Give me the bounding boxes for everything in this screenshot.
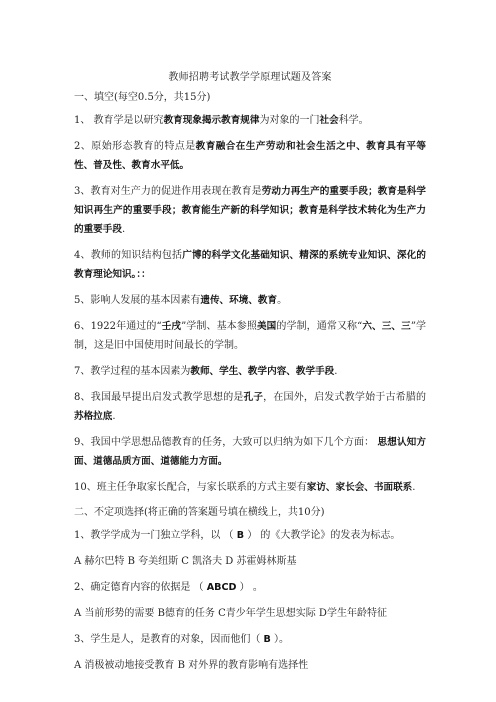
question-text: 班主任争取家长配合，与家长联系的方式主要有 [96, 482, 307, 493]
answer-text: 孔子 [243, 392, 264, 403]
answer-text: 劳动力再生产的重要手段；教育是科学知识再生产的重要手段；教育能生产新的科学知识；教育是科学技术转化为生产力的重要手段 [74, 186, 427, 235]
answer-text: 教育融合在生产劳动和社会生活之中、教育具有平等性、普及性、教育水平低。 [74, 141, 426, 171]
question-text: ”学制、基本参照 [181, 321, 257, 332]
answer-text: 广博的科学文化基础知识、精深的系统专业知识、深化的教育理论知识。：： [74, 250, 427, 280]
question-text: 我国中学思想品德教育的任务，大致可以归纳为如下几个方面： [90, 437, 378, 448]
answer-text: 苏格拉底 [74, 411, 113, 422]
answer-text: B [236, 530, 245, 541]
fill-item-1 [74, 111, 426, 130]
item-number: 10、 [74, 482, 97, 493]
item-number: 2、 [74, 141, 92, 152]
question-text: ）。 [270, 634, 290, 645]
question-text: ”学制，这是旧中国使用时间最长的学制。 [74, 321, 427, 351]
fill-item-8 [74, 388, 426, 426]
item-number: 8、 [74, 392, 91, 403]
choice-options-3: A 消极被动地接受教育 B 对外界的教育影响有选择性 [74, 660, 309, 671]
question-text: . [412, 482, 416, 493]
answer-text: 教师、学生、教学内容、教学手段 [190, 366, 335, 377]
fill-item-6 [74, 317, 426, 355]
answer-text: 社会 [319, 115, 339, 126]
choice-options-1: A 赫尔巴特 B 夸美纽斯 C 凯洛夫 D 苏霍姆林斯基 [74, 556, 297, 567]
answer-text: 家访、家长会、书面联系 [306, 482, 413, 493]
item-number: 5、 [74, 295, 91, 306]
choice-question-1 [74, 526, 426, 545]
question-text: 原始形态教育的特点是 [91, 141, 196, 152]
question-text: 教师的知识结构包括 [90, 250, 183, 261]
question-text: 教育学是以研究 [90, 115, 164, 126]
answer-text: 美国 [256, 321, 277, 332]
answer-text: 壬戌 [161, 321, 182, 332]
question-text: 科学。 [338, 115, 369, 126]
question-text: ） 。 [236, 582, 263, 593]
question-text: 。 [277, 295, 288, 306]
question-text: 我国最早提出启发式教学思想的是 [90, 392, 244, 403]
choice-question-3 [74, 630, 426, 649]
question-text: 的学制，通常又称“ [276, 321, 363, 332]
answer-text: ABCD [206, 582, 237, 593]
question-text: . [121, 224, 126, 235]
document-title: 教师招聘考试教学学原理试题及答案 [168, 72, 332, 83]
question-text: 1、教学学成为一门独立学科，以 （ [74, 530, 237, 541]
choice-question-2 [74, 578, 426, 597]
fill-item-5 [74, 291, 426, 310]
fill-item-9 [74, 433, 426, 471]
question-text: 为对象的一门 [259, 115, 320, 126]
question-text: ，在国外，启发式教学始于古希腊的 [263, 392, 427, 403]
fill-item-3 [74, 182, 426, 239]
item-number: 9、 [74, 437, 91, 448]
question-text: 教学过程的基本因素为 [90, 366, 191, 377]
question-text: 影响人发展的基本因素有 [90, 295, 201, 306]
choice-options-2: A 当前形势的需要 B德育的任务 C青少年学生思想实际 D学生年龄特征 [74, 608, 387, 619]
item-number: 3、 [74, 186, 91, 197]
section-heading-choice: 二、不定项选择(将正确的答案题号填在横线上，共10分) [74, 507, 325, 518]
item-number: 1、 [74, 115, 91, 126]
question-text: . [334, 366, 338, 377]
answer-text: 遗传、环境、教育 [200, 295, 278, 306]
item-number: 7、 [74, 366, 91, 377]
item-number: 4、 [74, 250, 91, 261]
answer-text: 思想认知方面、道德品质方面、道德能力方面。 [74, 437, 426, 467]
section-heading-fill: 一、填空(每空0.5分，共15分) [74, 92, 211, 103]
answer-text: 教育现象揭示教育规律 [163, 115, 260, 126]
answer-text: B [263, 634, 271, 645]
question-text: ） 的《大教学论》的发表为标志。 [244, 530, 401, 541]
fill-item-2 [74, 137, 426, 175]
item-number: 6、 [74, 321, 91, 332]
question-text: . [112, 411, 116, 422]
answer-text: 六、三、三 [362, 321, 411, 332]
fill-item-10 [74, 478, 426, 497]
fill-item-4 [74, 246, 426, 284]
fill-item-7 [74, 362, 426, 381]
question-text: 1922年通过的“ [90, 321, 162, 332]
question-text: 2、确定德育内容的依据是 （ [74, 582, 207, 593]
question-text: 教育对生产力的促进作用表现在教育是 [90, 186, 262, 197]
question-text: 3、学生是人，是教育的对象，因而他们（ [74, 634, 264, 645]
